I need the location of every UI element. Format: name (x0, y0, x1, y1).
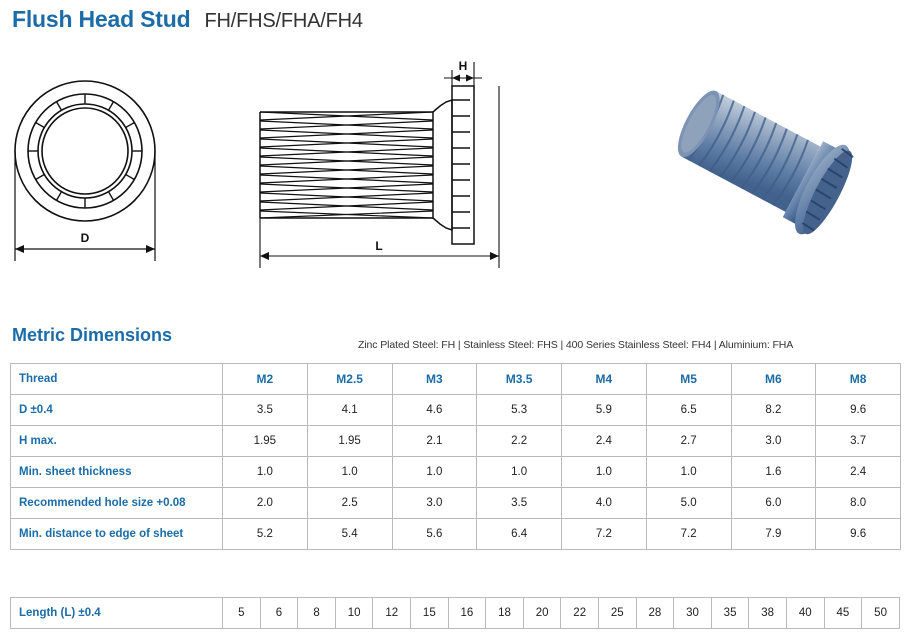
table-cell: 2.0 (223, 488, 308, 519)
table-cell: 35 (711, 598, 749, 629)
table-cell: 7.9 (731, 519, 816, 550)
table-cell: 2.4 (816, 457, 901, 488)
figure-area (0, 46, 910, 296)
table-row (11, 519, 901, 550)
table-cell: 3.0 (392, 488, 477, 519)
table-cell: 1.95 (223, 426, 308, 457)
table-cell: 12 (373, 598, 411, 629)
table-cell: 3.5 (477, 488, 562, 519)
row-label: Length (L) ±0.4 (11, 598, 223, 629)
table-cell: 45 (824, 598, 862, 629)
row-label: Recommended hole size +0.08 (11, 488, 223, 519)
table-cell: 6.4 (477, 519, 562, 550)
table-row (11, 488, 901, 519)
row-label: H max. (11, 426, 223, 457)
table-cell: 7.2 (646, 519, 731, 550)
table-cell: 5.3 (477, 395, 562, 426)
table-cell: 30 (674, 598, 712, 629)
table-cell: 40 (786, 598, 824, 629)
product-title: Flush Head Stud (12, 6, 191, 32)
column-header-thread-size: M2.5 (307, 364, 392, 395)
table-cell: 5 (223, 598, 261, 629)
column-header-thread-size: M4 (562, 364, 647, 395)
side-view-l-label: L (375, 239, 383, 253)
front-view-figure (8, 56, 198, 286)
table-cell: 3.0 (731, 426, 816, 457)
table-cell: 9.6 (816, 519, 901, 550)
table-cell: 1.95 (307, 426, 392, 457)
table-cell: 5.0 (646, 488, 731, 519)
table-cell: 1.0 (477, 457, 562, 488)
table-cell: 18 (486, 598, 524, 629)
table-cell: 5.2 (223, 519, 308, 550)
table-row (11, 457, 901, 488)
table-cell: 7.2 (562, 519, 647, 550)
table-cell: 1.0 (307, 457, 392, 488)
materials-note: Zinc Plated Steel: FH | Stainless Steel: FHS | 400 Series Stainless Steel: FH4 | Aluminium: FHA (358, 339, 794, 351)
side-view-figure (248, 50, 538, 290)
table-row (11, 426, 901, 457)
dimensions-table (10, 363, 901, 550)
table-cell: 5.4 (307, 519, 392, 550)
column-header-thread-size: M8 (816, 364, 901, 395)
table-cell: 8.0 (816, 488, 901, 519)
row-label: D ±0.4 (11, 395, 223, 426)
table-cell: 2.5 (307, 488, 392, 519)
table-cell: 2.2 (477, 426, 562, 457)
table-cell: 4.6 (392, 395, 477, 426)
table-header-row (11, 364, 901, 395)
table-cell: 3.7 (816, 426, 901, 457)
metric-dimensions-heading: Metric Dimensions (12, 325, 173, 345)
column-header-thread-size: M6 (731, 364, 816, 395)
lengths-table (10, 597, 900, 629)
table-cell: 4.0 (562, 488, 647, 519)
table-cell: 10 (335, 598, 373, 629)
table-cell: 1.6 (731, 457, 816, 488)
table-row (11, 395, 901, 426)
column-header-thread-size: M5 (646, 364, 731, 395)
table-cell: 6 (260, 598, 298, 629)
table-cell: 1.0 (646, 457, 731, 488)
column-header-thread: Thread (11, 364, 223, 395)
stud-render-drawing (660, 52, 905, 282)
table-cell: 6.5 (646, 395, 731, 426)
table-cell: 9.6 (816, 395, 901, 426)
product-subtitle: FH/FHS/FHA/FH4 (204, 10, 363, 32)
table-cell: 15 (411, 598, 449, 629)
table-row (11, 598, 900, 629)
table-cell: 1.0 (392, 457, 477, 488)
table-cell: 1.0 (223, 457, 308, 488)
page-title (12, 6, 363, 33)
table-cell: 20 (523, 598, 561, 629)
row-label: Min. sheet thickness (11, 457, 223, 488)
table-cell: 22 (561, 598, 599, 629)
table-cell: 38 (749, 598, 787, 629)
table-cell: 3.5 (223, 395, 308, 426)
table-cell: 5.9 (562, 395, 647, 426)
table-cell: 50 (862, 598, 900, 629)
side-view-drawing (248, 50, 538, 290)
front-view-drawing (8, 56, 198, 286)
column-header-thread-size: M3.5 (477, 364, 562, 395)
table-cell: 2.1 (392, 426, 477, 457)
product-3d-render (660, 52, 905, 282)
column-header-thread-size: M2 (223, 364, 308, 395)
side-view-h-label: H (458, 59, 468, 73)
row-label: Min. distance to edge of sheet (11, 519, 223, 550)
table-cell: 8 (298, 598, 336, 629)
table-cell: 28 (636, 598, 674, 629)
table-cell: 4.1 (307, 395, 392, 426)
table-cell: 16 (448, 598, 486, 629)
front-view-d-label: D (80, 231, 90, 245)
table-cell: 2.7 (646, 426, 731, 457)
table-cell: 25 (599, 598, 637, 629)
table-cell: 8.2 (731, 395, 816, 426)
table-cell: 1.0 (562, 457, 647, 488)
column-header-thread-size: M3 (392, 364, 477, 395)
table-cell: 2.4 (562, 426, 647, 457)
table-cell: 5.6 (392, 519, 477, 550)
table-cell: 6.0 (731, 488, 816, 519)
